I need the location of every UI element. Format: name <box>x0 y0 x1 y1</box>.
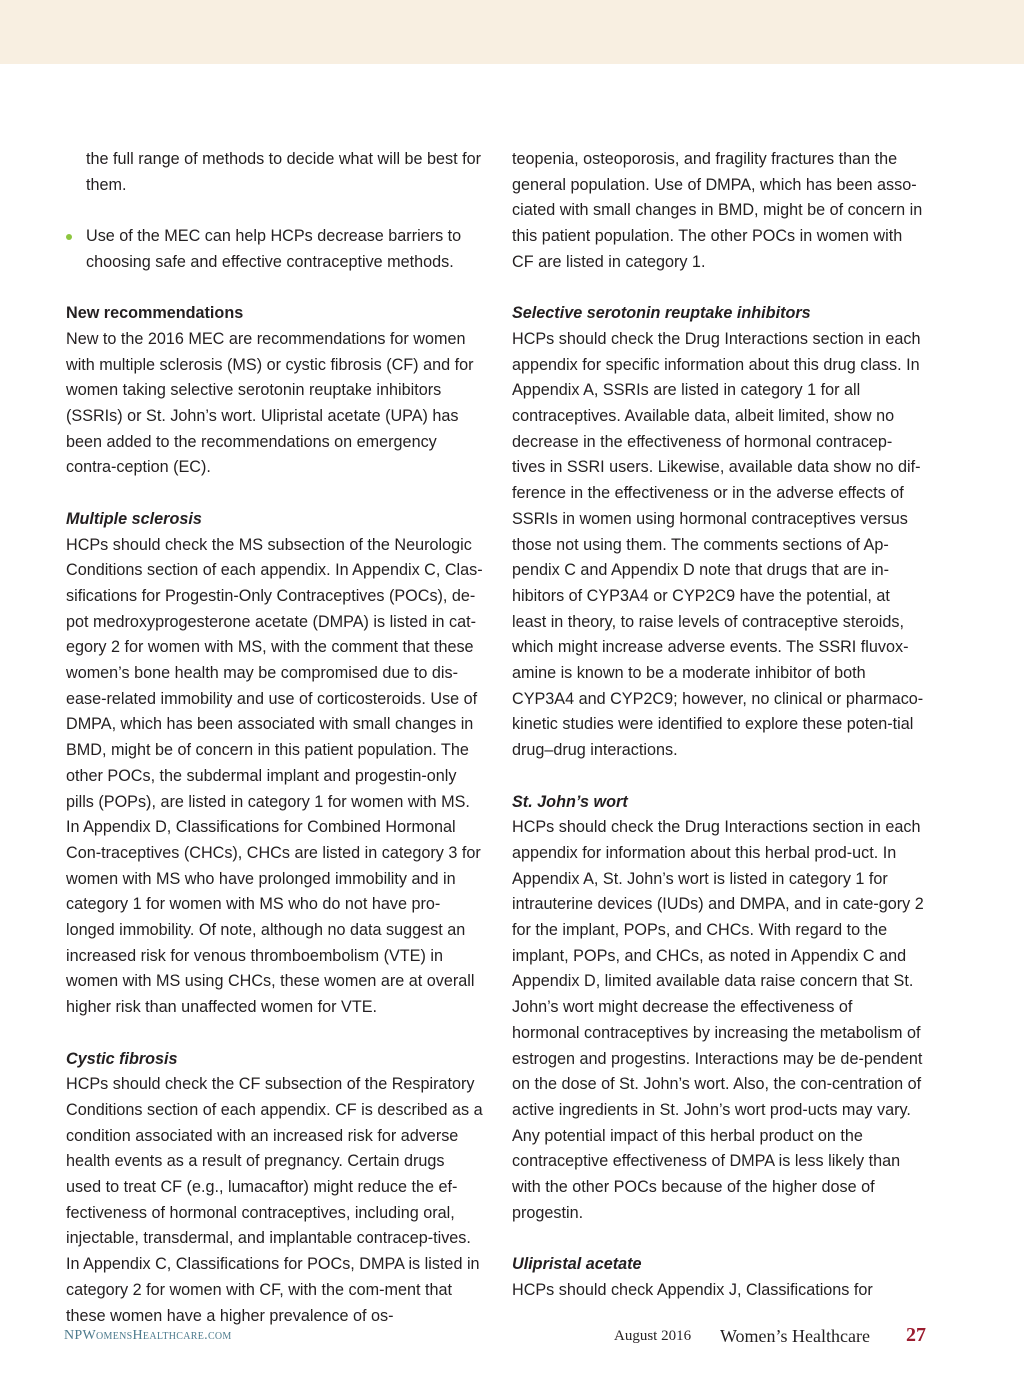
left-column <box>66 147 484 1329</box>
right-column <box>512 147 924 1304</box>
bullet-text: Use of the MEC can help HCPs decrease barriers to choosing safe and effective contraceptive methods. <box>86 227 462 271</box>
section-new-recommendations <box>66 301 484 481</box>
heading-ssri: Selective serotonin reuptake inhibitors <box>512 304 811 323</box>
text-st-johns-wort: HCPs should check the Drug Interactions section in each appendix for information about this herbal prod-uct. In Appendix A, St. John’s wort is listed in category 1 for intrauterine devices (IUDs) and DMPA, and in cate-gory 2 for the implant, POPs, and CHCs. With regard to the implant, POPs, and CHCs, as noted in Appendix C and Appendix D, limited available data raise concern that St. John’s wort might decrease the effectiveness of hormonal contraceptives by increasing the metabolism of estrogen and progestins. Interactions may be de-pendent on the dose of St. John’s wort. Also, the con-centration of active ingredients in St. John’s wort prod-ucts may vary. Any potential impact of this herbal product on the contraceptive effectiveness of DMPA is less likely than with the other POCs because of the higher dose of progestin. <box>512 818 924 1222</box>
footer-issue-date: August 2016 <box>614 1328 692 1344</box>
footer-website: NPWomensHealthcare.com <box>64 1328 232 1343</box>
section-cystic-fibrosis <box>66 1047 484 1330</box>
heading-ulipristal: Ulipristal acetate <box>512 1255 642 1274</box>
text-ulipristal: HCPs should check Appendix J, Classifications for <box>512 1280 873 1299</box>
section-ssri <box>512 301 924 764</box>
text-cystic-fibrosis: HCPs should check the CF subsection of the Respiratory Conditions section of each appendix. CF is described as a condition associated with an increased risk for adverse health events as a result of pregnancy. Certain drugs used to treat CF (e.g., lumacaftor) might reduce the ef-fectiveness of hormonal contraceptives, including oral, injectable, transdermal, and implantable contracep-tives. In Appendix C, Classifications for POCs, DMPA is listed in category 2 for women with CF, with the com-ment that these women have a higher prevalence of os- <box>66 1075 483 1325</box>
bullet-item <box>66 224 484 275</box>
bullet-list <box>66 224 484 275</box>
heading-multiple-sclerosis: Multiple sclerosis <box>66 509 202 528</box>
top-color-band <box>0 0 1024 64</box>
text-ssri: HCPs should check the Drug Interactions section in each appendix for specific information about this drug class. In Appendix A, SSRIs are listed in category 1 for all contraceptives. Available data, albeit limited, show no decrease in the effectiveness of hormonal contracep-tives in SSRI users. Likewise, available data show no dif-ference in the effectiveness or in the adverse effects of SSRIs in women using hormonal contraceptives versus those not using them. The comments sections of Ap-pendix C and Appendix D note that drugs that are in-hibitors of CYP3A4 or CYP2C9 have the potential, at least in theory, to raise levels of contraceptive steroids, which might increase adverse events. The SSRI fluvox-amine is known to be a moderate inhibitor of both CYP3A4 and CYP2C9; however, no clinical or pharmaco-kinetic studies were identified to explore these poten-tial drug–drug interactions. <box>512 329 924 760</box>
section-ulipristal <box>512 1252 924 1303</box>
heading-cystic-fibrosis: Cystic fibrosis <box>66 1049 178 1068</box>
section-st-johns-wort <box>512 790 924 1227</box>
page-footer <box>0 1324 1024 1354</box>
heading-new-recommendations: New recommendations <box>66 304 244 323</box>
footer-magazine-title: Women’s Healthcare <box>720 1326 870 1346</box>
text-new-recommendations: New to the 2016 MEC are recommendations for women with multiple sclerosis (MS) or cystic fibrosis (CF) and for women taking selective serotonin reuptake inhibitors (SSRIs) or St. John’s wort. Ulipristal acetate (UPA) has been added to the recommendations on emergency contra-ception (EC). <box>66 329 474 477</box>
intro-continued-text: the full range of methods to decide what will be best for them. <box>86 150 482 194</box>
text-cystic-fibrosis-continued: teopenia, osteoporosis, and fragility fractures than the general population. Use of DMPA, which has been asso-ciated with small changes in BMD, might be of concern in this patient population. The other POCs in women with CF are listed in category 1. <box>512 150 923 271</box>
text-multiple-sclerosis: HCPs should check the MS subsection of the Neurologic Conditions section of each appendix. In Appendix C, Clas-sifications for Progestin-Only Contraceptives (POCs), de-pot medroxyprogesterone acetate (DMPA) is listed in cat-egory 2 for women with MS, with the comment that these women’s bone health may be compromised due to dis-ease-related immobility and use of corticosteroids. Use of DMPA, which has been associated with small changes in BMD, might be of concern in this patient population. The other POCs, the subdermal implant and progestin-only pills (POPs), are listed in category 1 for women with MS. In Appendix D, Classifications for Combined Hormonal Con-traceptives (CHCs), CHCs are listed in category 3 for women with MS who have prolonged immobility and in category 1 for women with MS who do not have pro-longed immobility. Of note, although no data suggest an increased risk for venous thromboembolism (VTE) in women with MS using CHCs, these women are at overall higher risk than unaffected women for VTE. <box>66 535 483 1017</box>
page-number: 27 <box>906 1324 926 1346</box>
heading-st-johns-wort: St. John’s wort <box>512 792 628 811</box>
bullet-dot-icon <box>66 234 72 240</box>
section-multiple-sclerosis <box>66 507 484 1021</box>
